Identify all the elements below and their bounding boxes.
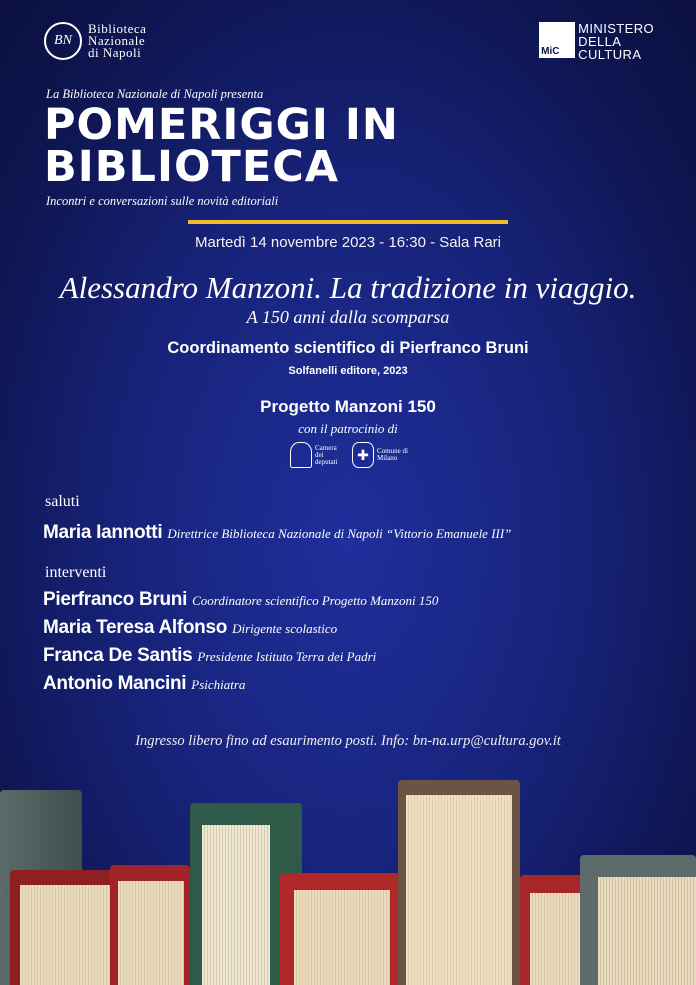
- comune-logo-text: [377, 448, 408, 462]
- speaker-row: [43, 589, 438, 611]
- comune-shield-icon: ✚: [352, 442, 374, 468]
- camera-deputati-logo: [290, 442, 338, 468]
- speaker-role: Coordinatore scientifico Progetto Manzoni 150: [192, 593, 439, 608]
- camera-logo-line: deputati: [315, 457, 338, 466]
- comune-logo-line: Comune di: [377, 447, 408, 455]
- speaker-role: Dirigente scolastico: [232, 621, 338, 636]
- speaker-row: [43, 617, 337, 639]
- book-illustration: [580, 855, 696, 985]
- speaker-role: Presidente Istituto Terra dei Padri: [197, 649, 377, 664]
- book-illustration: [398, 780, 520, 985]
- gold-divider: [188, 220, 508, 224]
- speaker-name: Maria Teresa Alfonso: [43, 617, 228, 638]
- speaker-name: Maria Iannotti: [43, 522, 163, 543]
- ministry-mark-text: MiC: [541, 46, 560, 57]
- series-title: [44, 100, 399, 192]
- series-subtitle: Incontri e conversazioni sulle novità editoriali: [46, 194, 279, 208]
- speaker-role: Psichiatra: [191, 677, 246, 692]
- speaker-name: Franca De Santis: [43, 645, 193, 666]
- series-title-line: BIBLIOTECA: [44, 142, 340, 192]
- library-logo-line: Nazionale: [88, 33, 146, 48]
- library-logo-text: [88, 23, 146, 59]
- speaker-row: [43, 673, 245, 695]
- speaker-row: [43, 645, 376, 667]
- speaker-name: Antonio Mancini: [43, 673, 187, 694]
- comune-milano-logo: [352, 442, 408, 468]
- saluti-label: saluti: [45, 493, 80, 510]
- comune-logo-line: Milano: [377, 454, 398, 462]
- coordination-line: Coordinamento scientifico di Pierfranco Bruni: [167, 339, 529, 357]
- speaker-row: [43, 522, 511, 544]
- camera-emblem-icon: [290, 442, 312, 468]
- speaker-name: Pierfranco Bruni: [43, 589, 188, 610]
- book-illustration: [280, 873, 400, 985]
- ministry-logo-line: DELLA: [578, 34, 622, 49]
- project-name: Progetto Manzoni 150: [260, 397, 436, 416]
- ministry-emblem-icon: [539, 22, 575, 58]
- book-title: Alessandro Manzoni. La tradizione in viaggio.: [59, 270, 637, 305]
- book-illustration: [10, 870, 120, 985]
- camera-logo-text: [315, 445, 338, 466]
- book-subtitle: A 150 anni dalla scomparsa: [246, 307, 450, 327]
- ministry-logo-line: CULTURA: [578, 47, 642, 62]
- presenter-line: La Biblioteca Nazionale di Napoli presenta: [46, 87, 264, 101]
- library-logo-line: Biblioteca: [88, 21, 147, 36]
- ministry-logo-text: [578, 22, 654, 61]
- series-title-line: POMERIGGI IN: [44, 100, 399, 150]
- entry-info: Ingresso libero fino ad esaurimento posti. Info: bn-na.urp@cultura.gov.it: [135, 733, 561, 749]
- library-logo: [44, 22, 146, 60]
- library-logo-line: di Napoli: [88, 45, 142, 60]
- ministry-logo-line: MINISTERO: [578, 21, 654, 36]
- camera-logo-line: dei: [315, 450, 324, 459]
- event-date: Martedì 14 novembre 2023 - 16:30 - Sala Rari: [195, 234, 501, 251]
- speaker-role: Direttrice Biblioteca Nazionale di Napoli “Vittorio Emanuele III”: [167, 526, 512, 541]
- ministry-logo: [539, 22, 654, 61]
- interventi-label: interventi: [45, 564, 107, 581]
- library-emblem-icon: BN: [44, 22, 82, 60]
- publisher-line: Solfanelli editore, 2023: [288, 365, 408, 377]
- patronage-line: con il patrocinio di: [298, 421, 398, 436]
- book-illustration: [110, 865, 190, 985]
- camera-logo-line: Camera: [315, 443, 337, 452]
- books-illustration: [0, 760, 696, 985]
